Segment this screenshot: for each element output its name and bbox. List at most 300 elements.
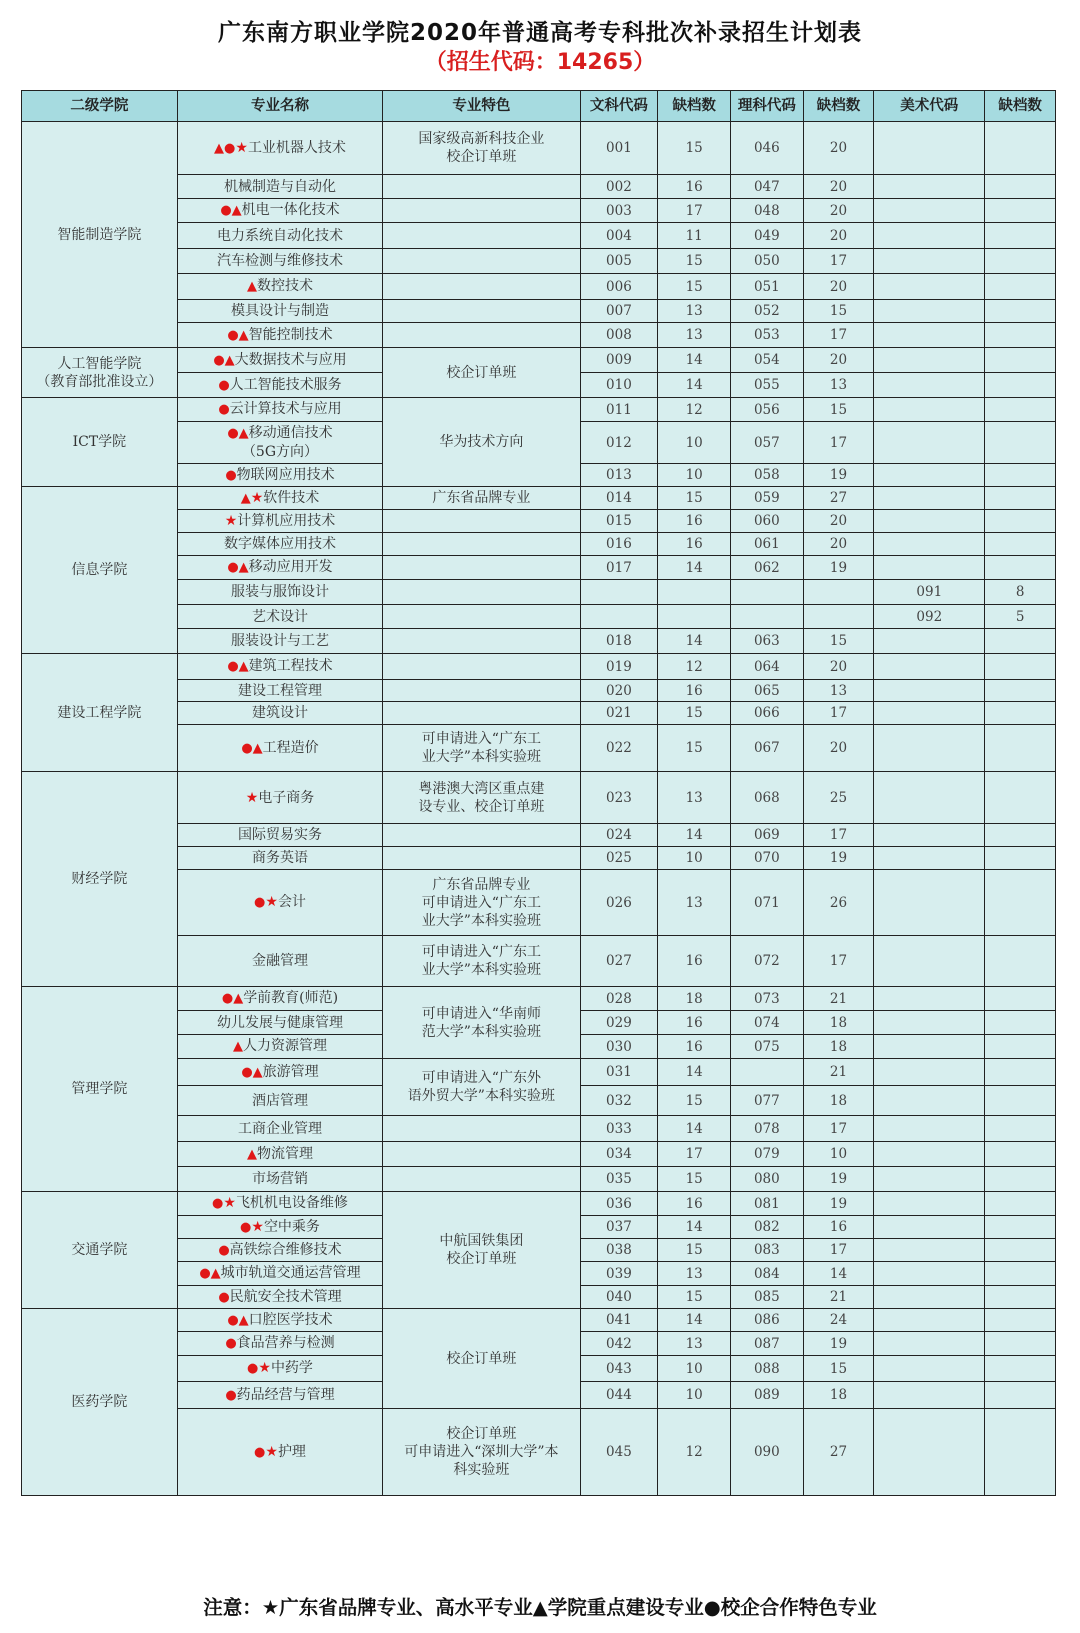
li-gap-cell: 20 — [803, 533, 874, 556]
li-gap-cell: 18 — [803, 1011, 874, 1035]
wen-gap-cell: 12 — [658, 1409, 731, 1496]
art-gap-cell — [985, 1011, 1056, 1035]
wen-code-cell: 029 — [580, 1011, 658, 1035]
feature-cell — [383, 300, 580, 323]
enrollment-plan-table — [21, 90, 1056, 1496]
art-code-cell — [874, 870, 985, 936]
li-gap-cell: 19 — [803, 556, 874, 580]
major-cell — [177, 1409, 383, 1496]
li-gap-cell: 19 — [803, 464, 874, 487]
major-cell — [177, 680, 383, 702]
circle-icon: ● — [254, 895, 266, 910]
major-cell — [177, 772, 383, 824]
art-gap-cell — [985, 936, 1056, 987]
art-gap-cell — [985, 510, 1056, 533]
li-code-cell: 069 — [731, 824, 804, 847]
li-code-cell: 050 — [731, 249, 804, 274]
major-name: 模具设计与制造 — [230, 303, 329, 319]
wen-code-cell: 012 — [580, 422, 658, 464]
li-gap-cell: 15 — [803, 398, 874, 422]
li-code-cell: 048 — [731, 199, 804, 223]
feature-cell — [383, 824, 580, 847]
feature-cell — [383, 175, 580, 199]
art-gap-cell — [985, 824, 1056, 847]
major-name: 智能控制技术 — [248, 326, 333, 343]
li-gap-cell: 17 — [803, 936, 874, 987]
art-gap-cell — [985, 464, 1056, 487]
art-code-cell — [874, 725, 985, 772]
wen-code-cell: 014 — [580, 487, 658, 510]
wen-gap-cell: 16 — [658, 1035, 731, 1059]
college-cell: 交通学院 — [22, 1192, 178, 1309]
circle-icon: ● — [227, 426, 239, 441]
wen-gap-cell: 17 — [658, 1142, 731, 1167]
wen-gap-cell: 14 — [658, 348, 731, 373]
feature-cell — [383, 556, 580, 580]
major-cell — [177, 1167, 383, 1192]
wen-gap-cell: 14 — [658, 556, 731, 580]
li-gap-cell: 20 — [803, 510, 874, 533]
art-code-cell — [874, 1286, 985, 1309]
major-cell — [177, 510, 383, 533]
circle-icon: ● — [225, 1387, 237, 1403]
table-row — [22, 580, 1056, 605]
major-name: 移动应用开发 — [248, 559, 333, 575]
major-cell — [177, 175, 383, 199]
art-gap-cell — [985, 847, 1056, 870]
circle-icon: ● — [224, 140, 236, 156]
college-cell: 智能制造学院 — [22, 122, 178, 348]
art-code-cell — [874, 1142, 985, 1167]
li-gap-cell: 10 — [803, 1142, 874, 1167]
wen-gap-cell: 13 — [658, 1332, 731, 1356]
art-gap-cell — [985, 680, 1056, 702]
major-cell — [177, 1286, 383, 1309]
art-code-cell — [874, 987, 985, 1011]
header-li-gap: 缺档数 — [803, 91, 874, 122]
wen-code-cell: 031 — [580, 1059, 658, 1086]
feature-cell: 国家级高新科技企业 校企订单班 — [383, 122, 580, 175]
art-gap-cell — [985, 223, 1056, 249]
major-name: 口腔医学技术 — [248, 1311, 333, 1328]
major-name: 高铁综合维修技术 — [229, 1241, 342, 1258]
wen-gap-cell: 18 — [658, 987, 731, 1011]
li-gap-cell: 20 — [803, 122, 874, 175]
art-code-cell — [874, 1262, 985, 1286]
wen-gap-cell: 11 — [658, 223, 731, 249]
major-name: 金融管理 — [251, 953, 308, 969]
feature-cell — [383, 847, 580, 870]
table-row — [22, 1059, 1056, 1086]
art-code-cell — [874, 1192, 985, 1216]
circle-icon: ● — [240, 1219, 252, 1235]
li-gap-cell: 20 — [803, 199, 874, 223]
li-code-cell: 056 — [731, 398, 804, 422]
art-code-cell — [874, 487, 985, 510]
art-gap-cell — [985, 772, 1056, 824]
wen-gap-cell: 10 — [658, 422, 731, 464]
art-code-cell — [874, 680, 985, 702]
li-code-cell: 059 — [731, 487, 804, 510]
li-code-cell: 073 — [731, 987, 804, 1011]
li-code-cell: 074 — [731, 1011, 804, 1035]
major-name: 数控技术 — [256, 278, 313, 294]
wen-code-cell: 044 — [580, 1382, 658, 1409]
circle-icon: ● — [218, 1289, 230, 1305]
wen-code-cell: 017 — [580, 556, 658, 580]
li-gap-cell: 27 — [803, 487, 874, 510]
li-code-cell: 047 — [731, 175, 804, 199]
art-gap-cell — [985, 199, 1056, 223]
triangle-icon: ▲ — [233, 991, 244, 1006]
wen-gap-cell: 10 — [658, 1382, 731, 1409]
major-name: 民航安全技术管理 — [229, 1288, 342, 1305]
college-cell: ICT学院 — [22, 398, 178, 487]
table-row — [22, 654, 1056, 680]
li-code-cell: 089 — [731, 1382, 804, 1409]
wen-gap-cell: 16 — [658, 510, 731, 533]
table-row — [22, 199, 1056, 223]
art-code-cell — [874, 1086, 985, 1116]
feature-cell: 广东省品牌专业 可申请进入“广东工 业大学”本科实验班 — [383, 870, 580, 936]
table-row — [22, 1116, 1056, 1142]
note-prefix: 注意： — [203, 1596, 262, 1619]
major-name: 计算机应用技术 — [237, 513, 336, 529]
major-name: 大数据技术与应用 — [234, 351, 347, 368]
feature-cell: 校企订单班 — [383, 348, 580, 398]
wen-code-cell: 008 — [580, 323, 658, 348]
wen-code-cell: 042 — [580, 1332, 658, 1356]
wen-gap-cell: 10 — [658, 464, 731, 487]
art-gap-cell — [985, 725, 1056, 772]
table-row — [22, 772, 1056, 824]
major-name: 汽车检测与维修技术 — [216, 253, 343, 269]
major-name: 食品营养与检测 — [236, 1335, 335, 1351]
li-gap-cell: 20 — [803, 348, 874, 373]
li-code-cell: 082 — [731, 1216, 804, 1239]
major-name: 酒店管理 — [251, 1092, 308, 1109]
li-code-cell: 084 — [731, 1262, 804, 1286]
wen-gap-cell: 14 — [658, 1309, 731, 1332]
feature-cell: 中航国铁集团 校企订单班 — [383, 1192, 580, 1309]
feature-cell — [383, 654, 580, 680]
header-wen-code: 文科代码 — [580, 91, 658, 122]
college-cell: 管理学院 — [22, 987, 178, 1192]
major-cell — [177, 223, 383, 249]
li-code-cell: 055 — [731, 373, 804, 398]
art-code-cell — [874, 702, 985, 725]
li-gap-cell: 21 — [803, 1286, 874, 1309]
header-major: 专业名称 — [177, 91, 383, 122]
li-gap-cell: 16 — [803, 1216, 874, 1239]
table-row — [22, 870, 1056, 936]
li-code-cell: 060 — [731, 510, 804, 533]
li-gap-cell: 20 — [803, 175, 874, 199]
li-code-cell: 051 — [731, 274, 804, 300]
li-gap-cell: 18 — [803, 1035, 874, 1059]
wen-gap-cell: 15 — [658, 249, 731, 274]
li-code-cell: 063 — [731, 629, 804, 654]
circle-icon: ● — [221, 991, 234, 1006]
li-gap-cell: 18 — [803, 1382, 874, 1409]
table-header-row — [22, 91, 1056, 122]
wen-gap-cell: 16 — [658, 1192, 731, 1216]
li-code-cell: 057 — [731, 422, 804, 464]
wen-gap-cell: 16 — [658, 533, 731, 556]
li-gap-cell: 17 — [803, 824, 874, 847]
star-icon: ★ — [251, 1218, 264, 1235]
li-code-cell: 080 — [731, 1167, 804, 1192]
major-name: 艺术设计 — [251, 608, 308, 625]
triangle-icon: ▲ — [246, 1146, 257, 1162]
major-cell — [177, 1192, 383, 1216]
art-code-cell — [874, 1167, 985, 1192]
triangle-icon: ▲ — [231, 203, 242, 218]
wen-code-cell — [580, 605, 658, 629]
triangle-icon: ▲ — [238, 560, 249, 575]
li-gap-cell: 25 — [803, 772, 874, 824]
triangle-icon: ▲ — [238, 659, 249, 674]
circle-icon: ● — [218, 1242, 230, 1258]
circle-icon: ● — [703, 1596, 721, 1619]
li-code-cell: 049 — [731, 223, 804, 249]
li-gap-cell: 20 — [803, 654, 874, 680]
art-gap-cell: 8 — [985, 580, 1056, 605]
art-gap-cell — [985, 1239, 1056, 1262]
major-name: 幼儿发展与健康管理 — [216, 1014, 343, 1031]
feature-cell — [383, 629, 580, 654]
art-gap-cell — [985, 1192, 1056, 1216]
triangle-icon: ▲ — [246, 279, 257, 294]
art-code-cell — [874, 1059, 985, 1086]
circle-icon: ● — [218, 377, 230, 393]
art-code-cell — [874, 199, 985, 223]
art-code-cell — [874, 936, 985, 987]
triangle-icon: ▲ — [252, 740, 263, 756]
table-row — [22, 702, 1056, 725]
major-cell — [177, 847, 383, 870]
table-row — [22, 1409, 1056, 1496]
table-row — [22, 629, 1056, 654]
major-name: 工程造价 — [262, 739, 319, 756]
major-name: 数字媒体应用技术 — [223, 536, 336, 552]
wen-gap-cell: 13 — [658, 323, 731, 348]
circle-icon: ● — [254, 1444, 266, 1460]
wen-gap-cell: 15 — [658, 1086, 731, 1116]
major-cell — [177, 398, 383, 422]
triangle-icon: ▲ — [240, 490, 251, 506]
li-code-cell: 078 — [731, 1116, 804, 1142]
major-name: 物联网应用技术 — [236, 466, 335, 483]
wen-gap-cell: 14 — [658, 1116, 731, 1142]
wen-code-cell: 009 — [580, 348, 658, 373]
wen-gap-cell: 13 — [658, 300, 731, 323]
wen-code-cell: 024 — [580, 824, 658, 847]
feature-cell — [383, 1142, 580, 1167]
art-gap-cell — [985, 398, 1056, 422]
li-code-cell — [731, 1059, 804, 1086]
feature-cell — [383, 223, 580, 249]
art-gap-cell — [985, 274, 1056, 300]
table-row — [22, 556, 1056, 580]
li-gap-cell: 19 — [803, 1332, 874, 1356]
li-code-cell: 058 — [731, 464, 804, 487]
li-gap-cell: 20 — [803, 725, 874, 772]
note-circle-text: 校企合作特色专业 — [720, 1596, 877, 1619]
wen-gap-cell: 12 — [658, 398, 731, 422]
feature-cell — [383, 605, 580, 629]
art-code-cell — [874, 1011, 985, 1035]
art-code-cell — [874, 300, 985, 323]
feature-cell — [383, 199, 580, 223]
art-code-cell — [874, 249, 985, 274]
wen-code-cell: 016 — [580, 533, 658, 556]
college-cell: 人工智能学院 （教育部批准设立） — [22, 348, 178, 398]
major-name: 飞机机电设备维修 — [235, 1195, 348, 1211]
wen-code-cell: 004 — [580, 223, 658, 249]
major-name: 机电一体化技术 — [241, 202, 340, 218]
table-row — [22, 987, 1056, 1011]
wen-code-cell: 030 — [580, 1035, 658, 1059]
star-icon: ★ — [235, 139, 248, 156]
wen-gap-cell — [658, 605, 731, 629]
wen-code-cell: 033 — [580, 1116, 658, 1142]
table-row — [22, 1167, 1056, 1192]
li-gap-cell: 27 — [803, 1409, 874, 1496]
major-cell — [177, 702, 383, 725]
art-code-cell — [874, 1356, 985, 1382]
circle-icon: ● — [225, 1336, 237, 1351]
major-name: 软件技术 — [263, 489, 320, 506]
major-name: 国际贸易实务 — [237, 827, 322, 843]
wen-gap-cell: 14 — [658, 373, 731, 398]
table-row — [22, 487, 1056, 510]
college-cell: 财经学院 — [22, 772, 178, 987]
li-code-cell: 090 — [731, 1409, 804, 1496]
circle-icon: ● — [241, 1064, 253, 1080]
wen-gap-cell: 15 — [658, 122, 731, 175]
table-row — [22, 249, 1056, 274]
feature-cell: 可申请进入“广东工 业大学”本科实验班 — [383, 936, 580, 987]
li-gap-cell: 15 — [803, 629, 874, 654]
wen-code-cell: 039 — [580, 1262, 658, 1286]
major-cell — [177, 1086, 383, 1116]
art-gap-cell — [985, 422, 1056, 464]
art-gap-cell — [985, 1216, 1056, 1239]
major-name: 中药学 — [270, 1360, 313, 1376]
major-cell — [177, 533, 383, 556]
star-icon: ★ — [265, 1443, 278, 1460]
wen-code-cell: 028 — [580, 987, 658, 1011]
art-gap-cell — [985, 702, 1056, 725]
circle-icon: ● — [247, 1361, 259, 1376]
li-gap-cell: 19 — [803, 847, 874, 870]
wen-code-cell: 021 — [580, 702, 658, 725]
li-gap-cell: 17 — [803, 1116, 874, 1142]
wen-code-cell: 015 — [580, 510, 658, 533]
art-gap-cell — [985, 1356, 1056, 1382]
feature-cell — [383, 1167, 580, 1192]
triangle-icon: ▲ — [238, 426, 249, 441]
wen-gap-cell: 15 — [658, 487, 731, 510]
wen-code-cell: 041 — [580, 1309, 658, 1332]
circle-icon: ● — [213, 352, 225, 368]
feature-cell: 可申请进入“广东外 语外贸大学”本科实验班 — [383, 1059, 580, 1116]
art-code-cell — [874, 533, 985, 556]
major-name: 人工智能技术服务 — [229, 376, 342, 393]
li-code-cell: 088 — [731, 1356, 804, 1382]
art-gap-cell — [985, 1116, 1056, 1142]
wen-gap-cell: 13 — [658, 772, 731, 824]
art-gap-cell — [985, 323, 1056, 348]
circle-icon: ● — [227, 560, 239, 575]
li-gap-cell: 17 — [803, 1239, 874, 1262]
li-code-cell: 062 — [731, 556, 804, 580]
li-gap-cell: 19 — [803, 1192, 874, 1216]
star-icon: ★ — [250, 489, 264, 506]
li-gap-cell: 20 — [803, 223, 874, 249]
table-row — [22, 348, 1056, 373]
art-code-cell — [874, 1382, 985, 1409]
wen-code-cell: 036 — [580, 1192, 658, 1216]
wen-gap-cell: 15 — [658, 1286, 731, 1309]
art-gap-cell: 5 — [985, 605, 1056, 629]
li-code-cell: 053 — [731, 323, 804, 348]
li-code-cell: 052 — [731, 300, 804, 323]
major-name: 建筑设计 — [251, 705, 308, 721]
art-gap-cell — [985, 1167, 1056, 1192]
art-code-cell — [874, 323, 985, 348]
wen-code-cell: 011 — [580, 398, 658, 422]
li-code-cell — [731, 605, 804, 629]
major-name: 护理 — [277, 1443, 306, 1460]
header-art-gap: 缺档数 — [985, 91, 1056, 122]
art-gap-cell — [985, 1332, 1056, 1356]
major-name: 旅游管理 — [262, 1063, 319, 1080]
major-name: 服装设计与工艺 — [230, 633, 329, 649]
star-icon: ★ — [265, 894, 278, 910]
college-cell: 建设工程学院 — [22, 654, 178, 772]
triangle-icon: ▲ — [532, 1596, 548, 1619]
li-code-cell: 061 — [731, 533, 804, 556]
header-college: 二级学院 — [22, 91, 178, 122]
page-title: 广东南方职业学院2020年普通高考专科批次补录招生计划表 — [217, 20, 862, 46]
art-code-cell — [874, 1309, 985, 1332]
li-code-cell: 083 — [731, 1239, 804, 1262]
major-cell — [177, 1262, 383, 1286]
major-name: 工商企业管理 — [237, 1120, 322, 1137]
major-name: 建筑工程技术 — [248, 658, 333, 674]
feature-cell: 可申请进入“华南师 范大学”本科实验班 — [383, 987, 580, 1059]
feature-cell: 华为技术方向 — [383, 398, 580, 487]
major-name: 云计算技术与应用 — [229, 401, 342, 417]
art-gap-cell — [985, 629, 1056, 654]
major-cell — [177, 605, 383, 629]
circle-icon: ● — [212, 1196, 224, 1211]
feature-cell — [383, 323, 580, 348]
major-cell — [177, 1116, 383, 1142]
wen-gap-cell: 13 — [658, 870, 731, 936]
wen-gap-cell: 13 — [658, 1262, 731, 1286]
feature-cell — [383, 580, 580, 605]
major-cell — [177, 487, 383, 510]
wen-code-cell: 007 — [580, 300, 658, 323]
table-row — [22, 300, 1056, 323]
major-name: 会计 — [277, 894, 306, 910]
wen-gap-cell: 16 — [658, 1011, 731, 1035]
triangle-icon: ▲ — [232, 1039, 243, 1054]
art-code-cell — [874, 1409, 985, 1496]
